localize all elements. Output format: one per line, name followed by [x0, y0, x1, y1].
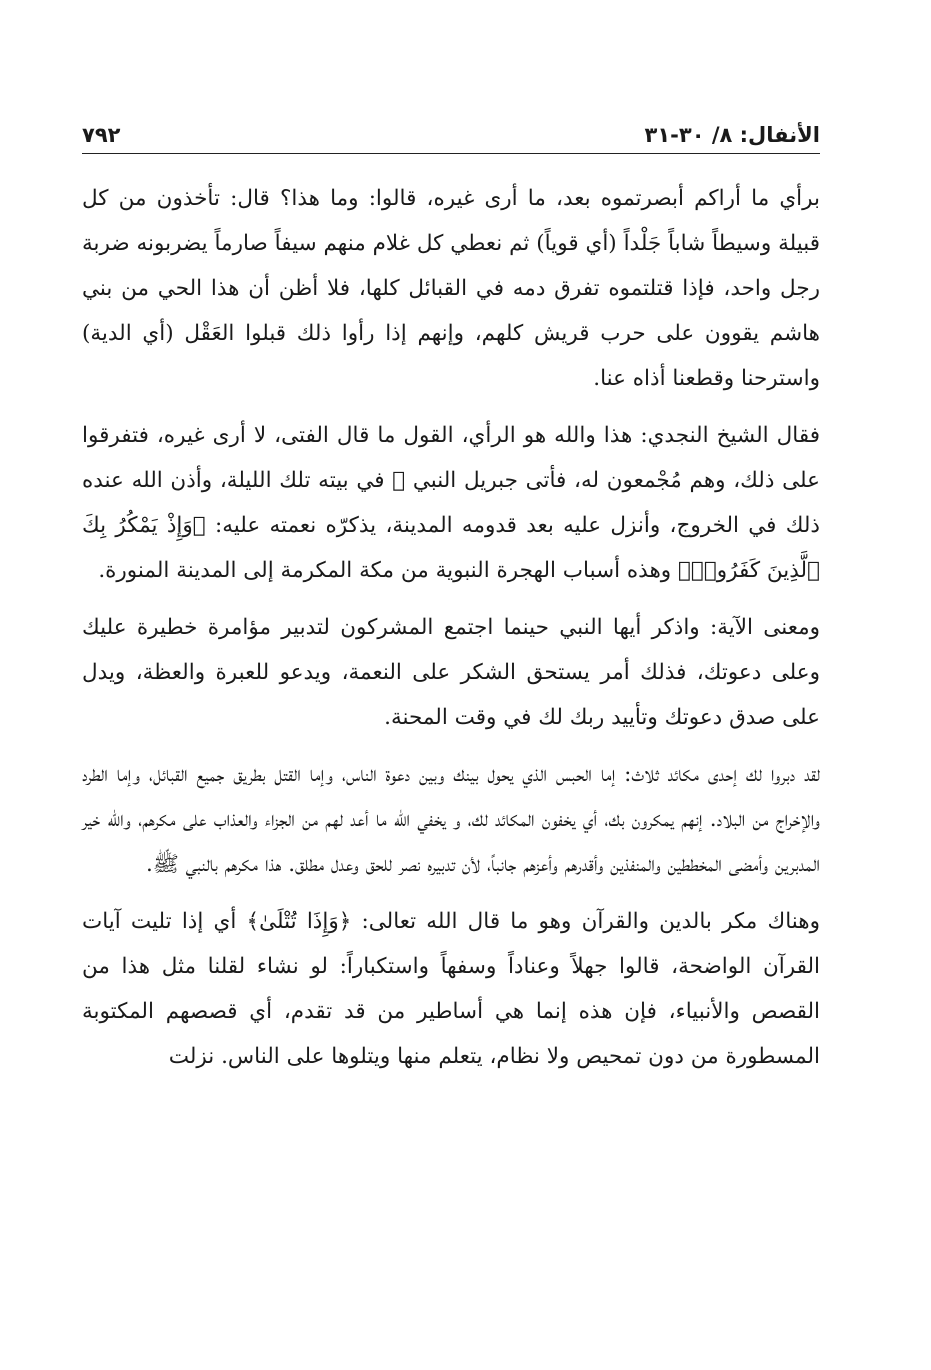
book-page — [82, 112, 820, 1312]
paragraph: برأي ما أراكم أبصرتموه بعد، ما أرى غيره، قالوا: وما هذا؟ قال: تأخذون من كل قبيلة وسيطاً شاباً جَلْداً (أي قوياً) ثم نعطي كل غلام منهم سيفاً صارماً يضربونه ضربة رجل واحد، فإذا قتلتموه تفرق دمه في القبائل كلها، فلا أظن أن هذا الحي من بني هاشم يقوون على حرب قريش كلهم، وإنهم إذا رأوا ذلك قبلوا العَقْل (أي الدية) واسترحنا وقطعنا أذاه عنا. — [82, 186, 820, 391]
paragraph: وهناك مكر بالدين والقرآن وهو ما قال الله تعالى: ﴿وَإِذَا تُتْلَىٰ﴾ أي إذا تليت آيات القرآن الواضحة، قالوا جهلاً وعناداً وسفهاً واستكباراً: لو نشاء لقلنا مثل هذا من القصص والأنبياء، فإن هذه إنما هي أساطير من قد تقدم، أي قصصهم المكتوبة المسطورة من دون تمحيص ولا نظام، يتعلم منها ويتلوها على الناس. نزلت — [82, 909, 820, 1069]
paragraph: ومعنى الآية: واذكر أيها النبي حينما اجتمع المشركون لتدبير مؤامرة خطيرة عليك وعلى دعوتك، فذلك أمر يستحق الشكر على النعمة، ويدعو للعبرة والعظة، ويدل على صدق دعوتك وتأييد ربك لك في وقت المحنة. — [82, 615, 820, 730]
page-header — [82, 112, 820, 154]
paragraph: فقال الشيخ النجدي: هذا والله هو الرأي، القول ما قال الفتى، لا أرى غيره، فتفرقوا على ذلك، وهم مُجْمعون له، فأتى جبريل النبي ﷺ في بيته تلك الليلة، وأذن الله عنده ذلك في الخروج، وأنزل عليه بعد قدومه المدينة، يذكرّه نعمته عليه: ﴿وَإِذْ يَمْكُرُ بِكَ ٱلَّذِينَ كَفَرُوا۟﴾ وهذه أسباب الهجرة النبوية من مكة المكرمة إلى المدينة المنورة. — [82, 423, 820, 583]
body-text — [82, 176, 820, 1079]
running-head-title: الأنفال: ٨/ ٣٠-٣١ — [644, 123, 820, 147]
paragraph: لقد دبروا لك إحدى مكائد ثلاث: إما الحبس الذي يحول بينك وبين دعوة الناس، وإما القتل بطريق جميع القبائل، وإما الطرد والإخراج من البلاد. إنهم يمكرون بك، أي يخفون المكائد لك، و يخفي الله ما أعد لهم من الجزاء والعذاب على مكرهم، والله خير المدبرين وأمضى المخططين والمنفذين وأقدرهم وأعزهم جانباً، لأن تدبيره نصر للحق وعدل مطلق. هذا مكرهم بالنبي ﷺ. — [82, 762, 820, 877]
page-number: ٧٩٢ — [82, 123, 121, 147]
